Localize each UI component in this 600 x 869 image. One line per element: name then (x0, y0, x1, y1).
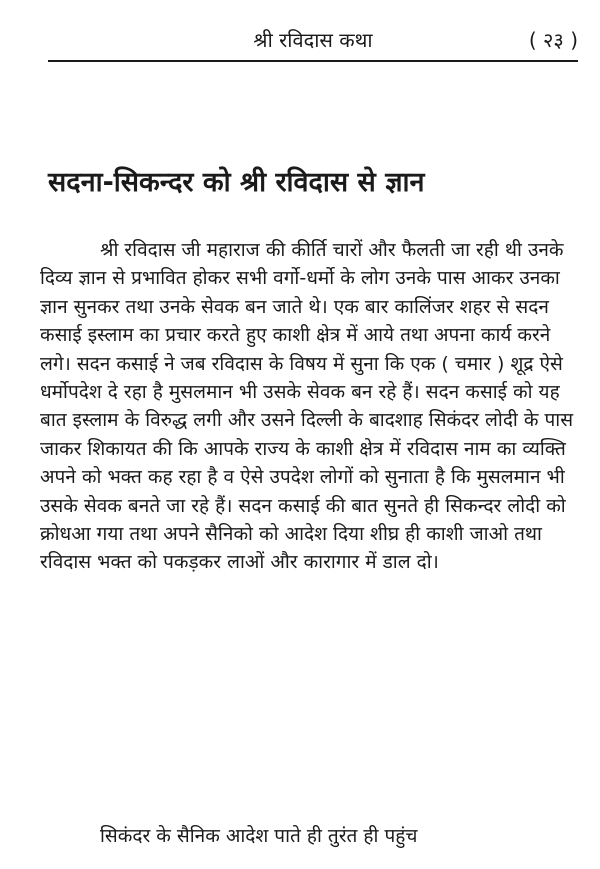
header-rule (48, 60, 578, 62)
page-number: ( २३ ) (528, 28, 578, 52)
running-title: श्री रविदास कथा (253, 28, 373, 52)
body-paragraph-2: सिकंदर के सैनिक आदेश पाते ही तुरंत ही पहुंच (100, 825, 418, 847)
page-header (48, 22, 578, 58)
chapter-title: सदना-सिकन्दर को श्री रविदास से ज्ञान (48, 167, 425, 198)
body-paragraph-1: श्री रविदास जी महाराज की कीर्ति चारों और फैलती जा रही थी उनके दिव्य ज्ञान से प्रभावित होकर सभी वर्गो-धर्मो के लोग उनके पास आकर उनका ज्ञान सुनकर तथा उनके सेवक बन जाते थे। एक बार कालिंजर शहर से सदन कसाई इस्लाम का प्रचार करते हुए काशी क्षेत्र में आये तथा अपना कार्य करने लगे। सदन कसाई ने जब रविदास के विषय में सुना कि एक ( चमार ) शूद्र ऐसे धर्मोपदेश दे रहा है मुसलमान भी उसके सेवक बन रहे हैं। सदन कसाई को यह बात इस्लाम के विरुद्ध लगी और उसने दिल्ली के बादशाह सिकंदर लोदी के पास जाकर शिकायत की कि आपके राज्य के काशी क्षेत्र में रविदास नाम का व्यक्ति अपने को भक्त कह रहा है व ऐसे उपदेश लोगों को सुनाता है कि मुसलमान भी उसके सेवक बनते जा रहे हैं। सदन कसाई की बात सुनते ही सिकन्दर लोदी को क्रोधआ गया तथा अपने सैनिको को आदेश दिया शीघ्र ही काशी जाओ तथा रविदास भक्त को पकड़कर लाओं और कारागार में डाल दो। (40, 239, 574, 574)
